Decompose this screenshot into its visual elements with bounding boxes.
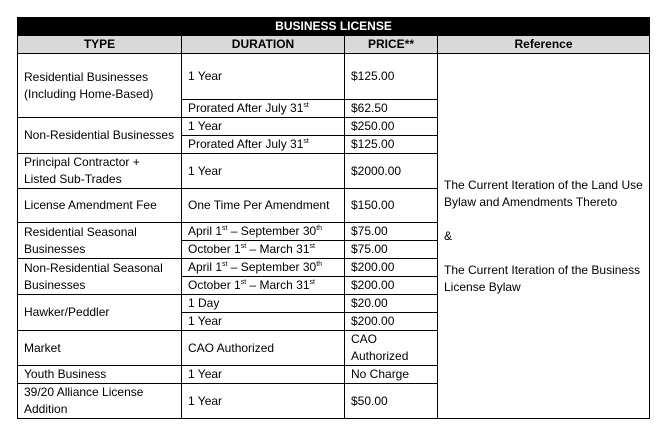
price-cell: $200.00 [345,259,438,277]
duration-text: Prorated After July 31 [188,137,304,151]
ordinal-suffix: st [303,102,309,109]
duration-text: 1 Day [188,296,220,310]
price-cell: $250.00 [345,118,438,136]
duration-text-end: – March 31 [246,242,310,256]
duration-text: 1 Year [188,69,223,83]
ordinal-suffix: st [222,225,228,232]
ordinal-suffix: st [303,138,309,145]
reference-business-license-bylaw: The Current Iteration of the Business License Bylaw [444,262,641,294]
duration-cell [182,136,345,154]
license-type-cell: Principal Contractor + Listed Sub-Trades [18,154,182,189]
column-header-duration: DURATION [182,36,345,54]
duration-text: One Time Per Amendment [188,198,330,212]
duration-cell [182,223,345,241]
duration-text: October 1 [188,278,241,292]
duration-text: October 1 [188,242,241,256]
fee-table-body [18,54,650,419]
price-cell: $2000.00 [345,154,438,189]
duration-text: Prorated After July 31 [188,101,304,115]
price-cell: $125.00 [345,136,438,154]
duration-cell [182,331,345,366]
column-header-type: TYPE [18,36,182,54]
reference-spacer [444,245,643,262]
license-type-cell: Market [18,331,182,366]
price-cell: No Charge [345,366,438,384]
reference-land-use-bylaw: The Current Iteration of the Land Use Bylaw and Amendments Thereto [444,177,643,209]
duration-text: April 1 [188,260,223,274]
price-cell: CAO Authorized [345,331,438,366]
column-header-price: PRICE** [345,36,438,54]
duration-text: 1 Year [188,119,223,133]
license-type-cell: Non-Residential Businesses [18,118,182,154]
duration-cell [182,189,345,223]
duration-cell [182,384,345,419]
duration-text: 1 Year [188,367,223,381]
reference-ampersand: & [444,228,453,243]
ordinal-suffix: th [316,261,323,268]
ordinal-suffix: st [309,243,315,250]
table-title-row [18,18,650,36]
license-type-cell: Residential Businesses (Including Home-Based) [18,54,182,118]
column-header-reference: Reference [438,36,650,54]
price-cell: $125.00 [345,54,438,100]
license-type-cell: 39/20 Alliance License Addition [18,384,182,419]
price-cell: $200.00 [345,277,438,295]
table-title: BUSINESS LICENSE [18,18,650,36]
price-cell: $75.00 [345,241,438,259]
reference-spacer [444,211,643,228]
price-cell: $75.00 [345,223,438,241]
duration-cell [182,54,345,100]
license-type-cell: Youth Business [18,366,182,384]
duration-cell [182,118,345,136]
duration-text: April 1 [188,224,223,238]
price-cell: $20.00 [345,295,438,313]
ordinal-suffix: st [240,279,247,286]
duration-text: 1 Year [188,393,223,408]
license-type-cell: Hawker/Peddler [18,295,182,331]
duration-text-end: – September 30 [227,260,317,274]
license-type-cell: Non-Residential Seasonal Businesses [18,259,182,295]
duration-cell [182,277,345,295]
business-license-fee-table [17,17,650,419]
price-cell: $50.00 [345,384,438,419]
ordinal-suffix: st [240,243,247,250]
duration-text: CAO Authorized [188,340,275,355]
license-type-cell: License Amendment Fee [18,189,182,223]
price-cell: $62.50 [345,100,438,118]
duration-cell [182,259,345,277]
ordinal-suffix: th [316,225,323,232]
ordinal-suffix: st [222,261,228,268]
reference-cell [438,54,650,419]
ordinal-suffix: st [309,279,315,286]
duration-cell [182,154,345,189]
duration-cell [182,295,345,313]
license-type-cell: Residential Seasonal Businesses [18,223,182,259]
column-header-row [18,36,650,54]
duration-cell [182,366,345,384]
duration-text: 1 Year [188,314,223,328]
duration-text-end: – September 30 [227,224,317,238]
price-cell: $200.00 [345,313,438,331]
price-cell: $150.00 [345,189,438,223]
duration-text: 1 Year [188,163,223,178]
table-row [18,54,650,100]
duration-cell [182,313,345,331]
duration-cell [182,100,345,118]
duration-text-end: – March 31 [246,278,310,292]
duration-cell [182,241,345,259]
